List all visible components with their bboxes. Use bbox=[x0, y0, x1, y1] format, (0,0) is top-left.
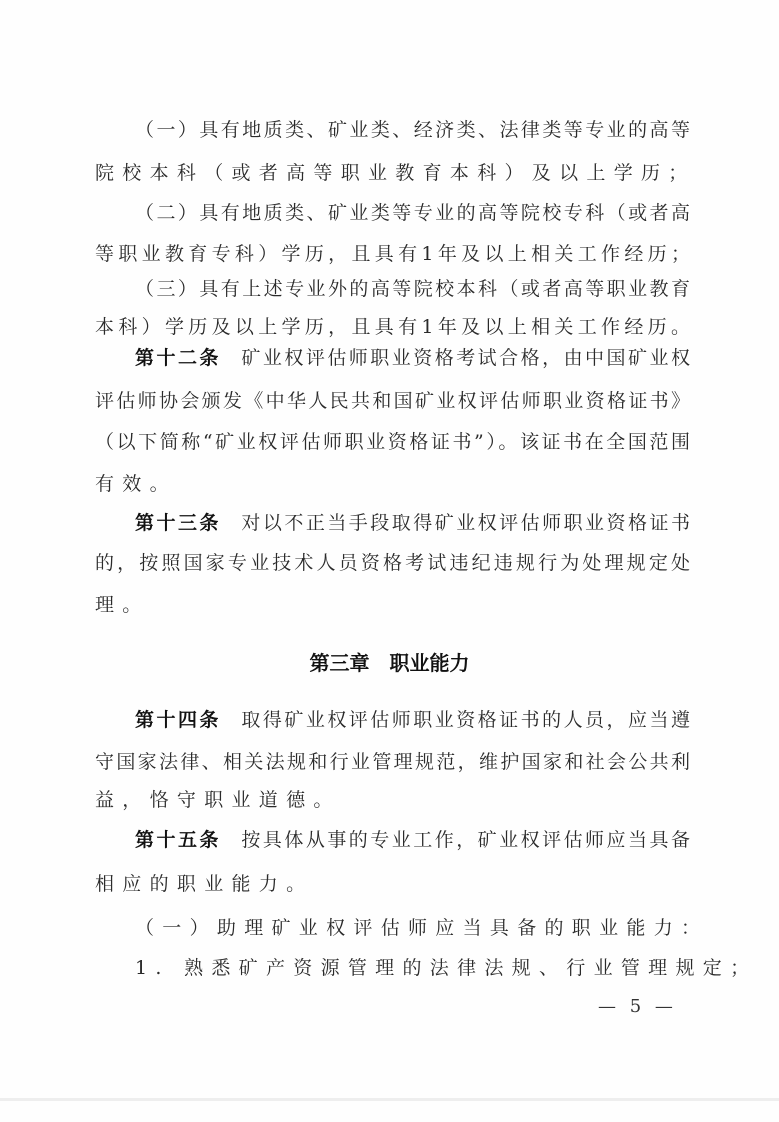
article-label: 第十三条 bbox=[135, 512, 221, 534]
text-line: 等职业教育专科）学历，且具有1年及以上相关工作经历； bbox=[95, 243, 690, 265]
article-label: 第十五条 bbox=[135, 829, 221, 851]
article-12-line bbox=[135, 345, 690, 371]
page-number: — 5 — bbox=[598, 996, 677, 1017]
text-span: 按具体从事的专业工作，矿业权评估师应当具备 bbox=[238, 829, 690, 851]
text-line: （以下简称“矿业权评估师职业资格证书”）。该证书在全国范围 bbox=[95, 431, 690, 453]
text-line: 评估师协会颁发《中华人民共和国矿业权评估师职业资格证书》 bbox=[95, 390, 690, 412]
text-line: 守国家法律、相关法规和行业管理规范，维护国家和社会公共利 bbox=[95, 751, 690, 773]
text-line: 有效。 bbox=[95, 473, 177, 495]
text-line: （二）具有地质类、矿业类等专业的高等院校专科（或者高 bbox=[135, 202, 690, 224]
article-label: 第十四条 bbox=[135, 709, 221, 731]
text-line: 院校本科（或者高等职业教育本科）及以上学历； bbox=[95, 162, 696, 184]
chapter-title: 第三章 职业能力 bbox=[309, 651, 470, 675]
text-span: 矿业权评估师职业资格考试合格，由中国矿业权 bbox=[238, 347, 690, 369]
text-line: 相应的职业能力。 bbox=[95, 873, 314, 895]
text-span: 对以不正当手段取得矿业权评估师职业资格证书 bbox=[238, 512, 690, 534]
article-14-line bbox=[135, 707, 690, 733]
article-15-line bbox=[135, 827, 690, 853]
text-line: 本科）学历及以上学历，且具有1年及以上相关工作经历。 bbox=[95, 316, 690, 338]
text-line: 的，按照国家专业技术人员资格考试违纪违规行为处理规定处 bbox=[95, 552, 690, 574]
text-span: 取得矿业权评估师职业资格证书的人员，应当遵 bbox=[238, 709, 690, 731]
text-line: 1. 熟悉矿产资源管理的法律法规、行业管理规定； bbox=[135, 957, 758, 979]
text-line: （一）助理矿业权评估师应当具备的职业能力： bbox=[135, 917, 709, 939]
article-13-line bbox=[135, 510, 690, 536]
text-line: （一）具有地质类、矿业类、经济类、法律类等专业的高等 bbox=[135, 119, 690, 141]
text-line: （三）具有上述专业外的高等院校本科（或者高等职业教育 bbox=[135, 278, 690, 300]
scan-edge bbox=[0, 1098, 779, 1101]
text-line: 益，恪守职业道德。 bbox=[95, 789, 341, 811]
article-label: 第十二条 bbox=[135, 347, 221, 369]
text-line: 理。 bbox=[95, 594, 150, 616]
